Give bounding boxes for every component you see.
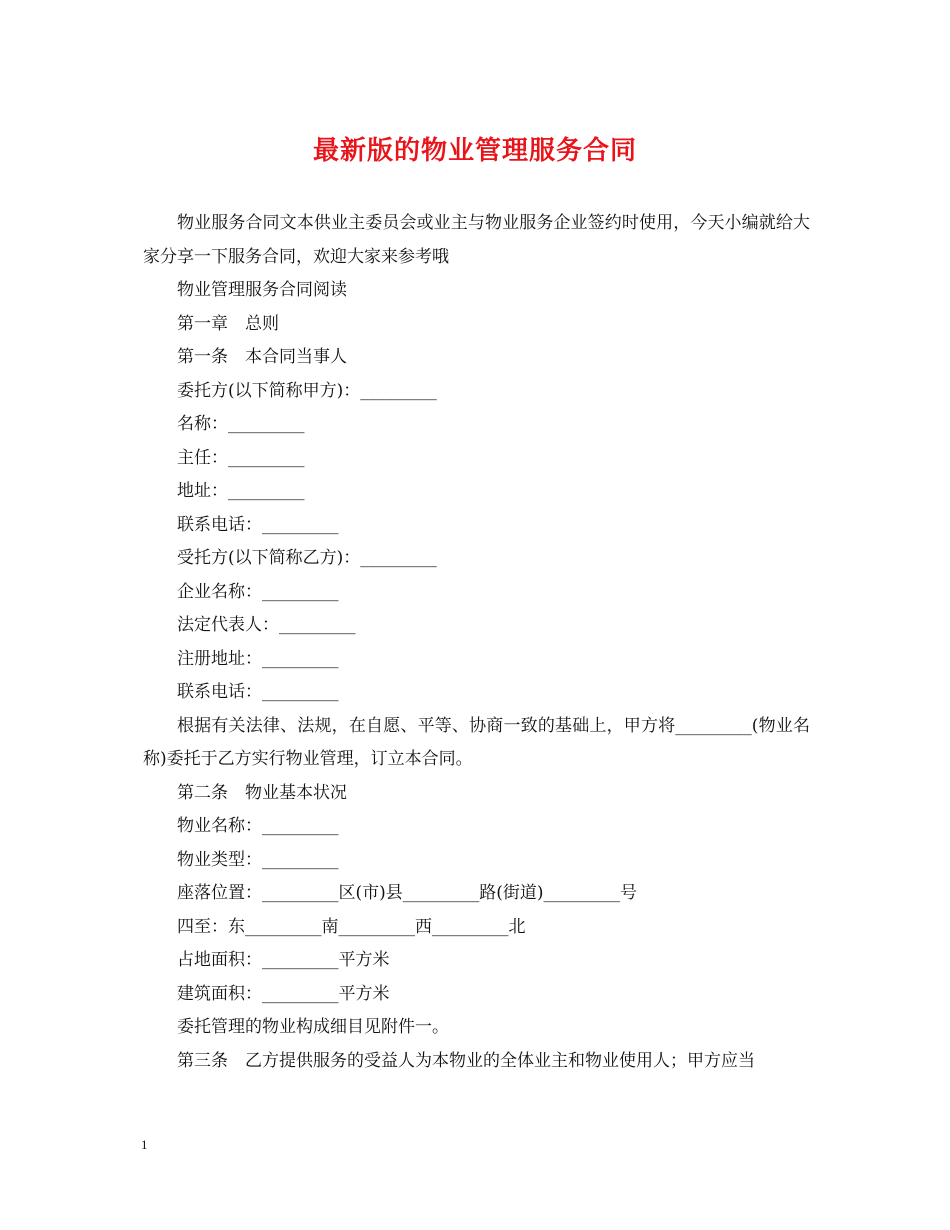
party-b-representative-line: 法定代表人：_________ xyxy=(177,615,356,635)
party-a-address-line: 地址：_________ xyxy=(177,481,305,501)
property-name-line: 物业名称：_________ xyxy=(177,816,339,836)
document-title: 最新版的物业管理服务合同 xyxy=(312,136,637,166)
property-type-line: 物业类型：_________ xyxy=(177,849,339,870)
boundaries-line: 四至：东_________南_________西_________北 xyxy=(177,916,526,937)
building-area-line: 建筑面积：_________平方米 xyxy=(177,983,390,1004)
party-a-director-line: 主任：_________ xyxy=(177,447,305,468)
article-1-heading: 第一条 本合同当事人 xyxy=(177,347,347,367)
page-number: 1 xyxy=(141,1137,148,1152)
party-a-name-line: 名称：_________ xyxy=(177,414,305,434)
document-body xyxy=(143,207,810,1078)
appendix-line: 委托管理的物业构成细目见附件一。 xyxy=(177,1017,449,1037)
reading-line: 物业管理服务合同阅读 xyxy=(177,280,347,300)
land-area-line: 占地面积：_________平方米 xyxy=(177,950,390,970)
party-a-phone-line: 联系电话：_________ xyxy=(177,514,339,535)
party-b-line: 受托方(以下简称乙方)：_________ xyxy=(177,548,437,568)
location-line: 座落位置：_________区(市)县_________路(街道)_________号 xyxy=(177,883,638,903)
party-b-registered-address-line: 注册地址：_________ xyxy=(177,648,339,669)
article-2-heading: 第二条 物业基本状况 xyxy=(177,782,347,803)
article-3-paragraph: 第三条 乙方提供服务的受益人为本物业的全体业主和物业使用人；甲方应当 xyxy=(177,1050,755,1071)
party-a-line: 委托方(以下简称甲方)：_________ xyxy=(177,380,437,401)
party-b-company-line: 企业名称：_________ xyxy=(177,581,339,602)
chapter-heading: 第一章 总则 xyxy=(177,313,279,334)
entrust-paragraph: 根据有关法律、法规，在自愿、平等、协商一致的基础上，甲方将_________(物业名称)委托于乙方实行物业管理，订立本合同。 xyxy=(143,715,810,769)
intro-paragraph: 物业服务合同文本供业主委员会或业主与物业服务企业签约时使用，今天小编就给大家分享一下服务合同，欢迎大家来参考哦 xyxy=(143,213,810,267)
party-b-phone-line: 联系电话：_________ xyxy=(177,682,339,702)
